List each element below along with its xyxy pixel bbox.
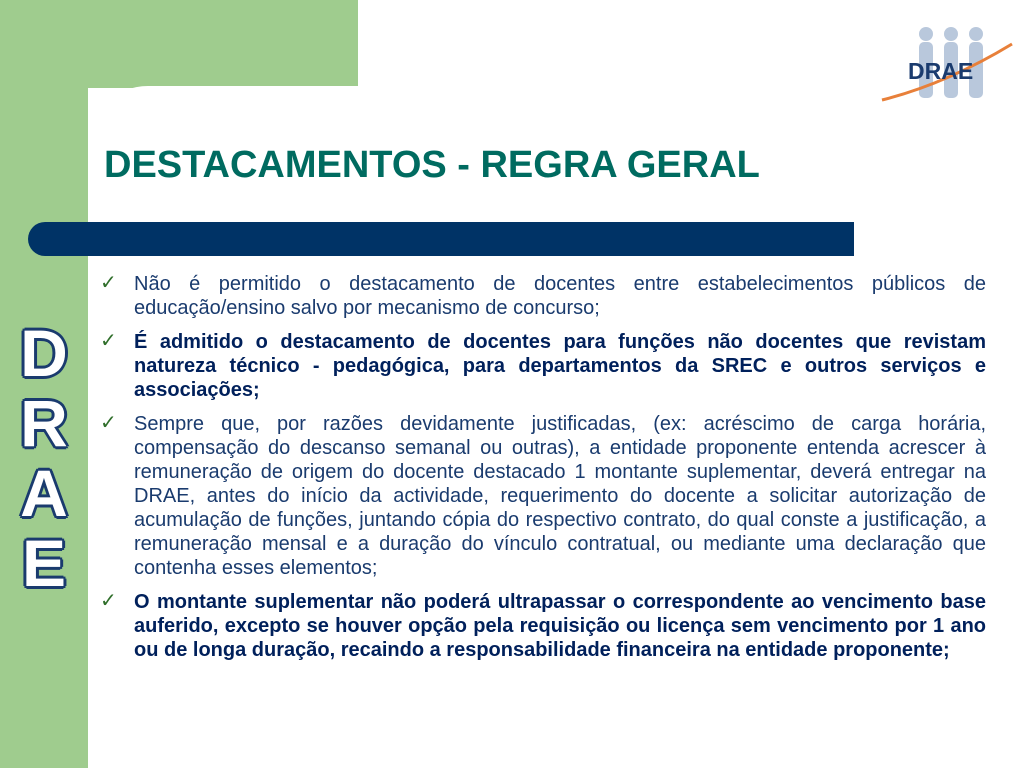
side-letter: R (20, 386, 68, 460)
checkmark-icon: ✓ (100, 590, 117, 612)
vertical-letters (0, 318, 88, 598)
side-letter: A (20, 456, 68, 530)
title-underline-bar (28, 222, 854, 256)
bullet-list (100, 272, 986, 672)
list-item (100, 590, 986, 662)
bullet-text: O montante suplementar não poderá ultrapassar o correspondente ao vencimento base auferido, excepto se houver opção pela requisição ou licença sem vencimento por 1 ano ou de longa duração, recaindo a responsabilidade financeira na entidade proponente; (134, 591, 986, 661)
checkmark-icon: ✓ (100, 412, 117, 434)
side-letter: E (21, 526, 67, 600)
bullet-text: Sempre que, por razões devidamente justificadas, (ex: acréscimo de carga horária, compensação do descanso semanal ou outras), a entidade proponente entenda acrescer à remuneração de origem do docente destacado 1 montante suplementar, deverá entregar na DRAE, antes do início da actividade, requerimento do docente a solicitar autorização de acumulação de funções, juntando cópia do respectivo contrato, do qual conste a justificação, a remuneração mensal e a duração do vínculo contratual, ou mediante uma declaração que contenha esses elementos; (134, 413, 986, 579)
checkmark-icon: ✓ (100, 330, 117, 352)
checkmark-icon: ✓ (100, 272, 117, 294)
logo-text: DRAE (908, 58, 974, 84)
list-item (100, 412, 986, 580)
bullet-text: É admitido o destacamento de docentes para funções não docentes que revistam natureza técnico - pedagógica, para departamentos da SREC e outros serviços e associações; (134, 331, 986, 401)
bullet-text: Não é permitido o destacamento de docentes entre estabelecimentos públicos de educação/ensino salvo por mecanismo de concurso; (134, 273, 986, 319)
side-letter: D (20, 316, 68, 390)
slide-title: DESTACAMENTOS - REGRA GERAL (104, 144, 760, 186)
green-top-band (0, 0, 358, 88)
list-item (100, 272, 986, 320)
list-item (100, 330, 986, 402)
